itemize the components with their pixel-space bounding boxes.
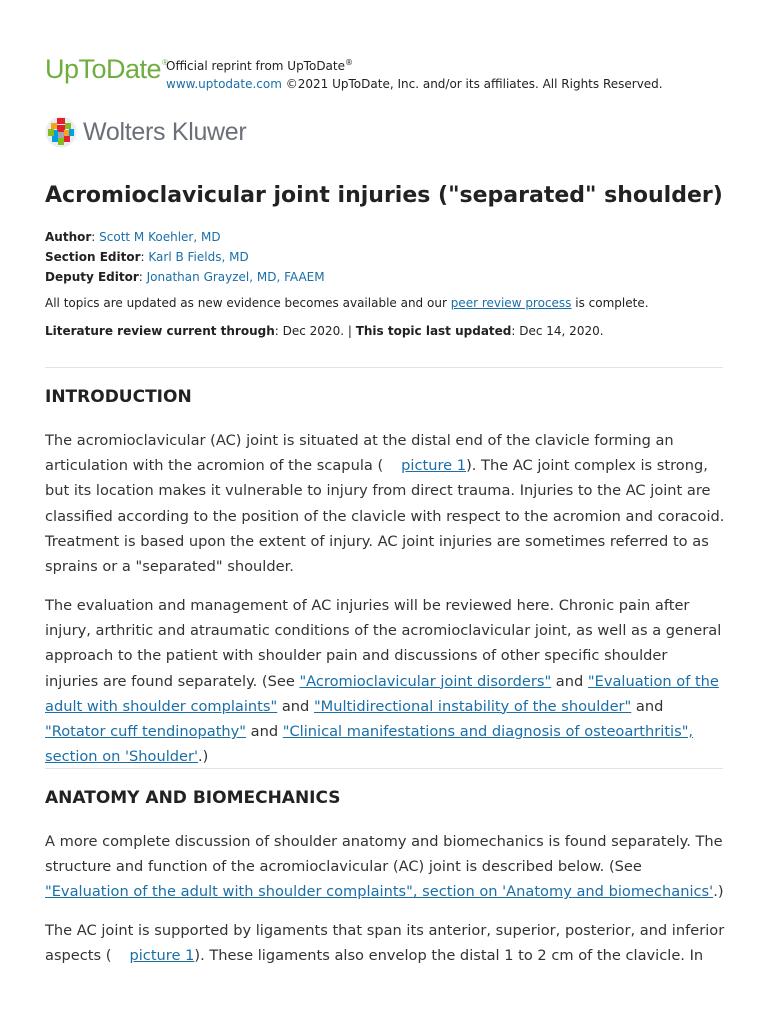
update-note-text: All topics are updated as new evidence becomes available and our [45, 296, 451, 310]
article-credits [45, 227, 325, 287]
intro-p2-and-3: and [631, 697, 664, 715]
section-editor-link[interactable]: Karl B Fields, MD [148, 250, 249, 264]
section-editor-label: Section Editor [45, 250, 141, 264]
review-dates [45, 324, 604, 338]
anatomy-biomechanics-link[interactable]: "Evaluation of the adult with shoulder complaints", section on 'Anatomy and biomechanics' [45, 883, 714, 901]
osteoarthritis-link[interactable]: "Clinical manifestations and diagnosis of osteoarthritis", section on 'Shoulder' [45, 723, 694, 766]
uptodate-logo-text: UpToDate [45, 54, 162, 84]
article-title: Acromioclavicular joint injuries ("separated" shoulder) [45, 183, 723, 208]
author-link[interactable]: Scott M Koehler, MD [99, 230, 221, 244]
anatomy-p1-end: .) [713, 883, 724, 901]
intro-p2-and-2: and [277, 697, 314, 715]
intro-p2-and-1: and [551, 672, 588, 690]
reprint-text: Official reprint from UpToDate [166, 59, 345, 73]
author-line: Author: Scott M Koehler, MD [45, 230, 221, 244]
intro-p2-end: .) [198, 748, 209, 766]
intro-p2-and-4: and [246, 723, 283, 741]
reprint-header [45, 52, 745, 92]
picture-1-link[interactable]: picture 1 [129, 947, 195, 965]
intro-p1-text-cont: ). The AC joint complex is strong, but its location makes it vulnerable to injury from direct trauma. Injuries to the AC joint are classified according to the position of the clavicle with respect to the acromion and coracoid. Treatment is based upon the extent of injury. AC joint injuries are sometimes referred to as sprains or a "separated" shoulder. [45, 457, 725, 576]
shoulder-complaints-link[interactable]: "Evaluation of the adult with shoulder complaints" [45, 672, 719, 715]
author-label: Author [45, 230, 92, 244]
anatomy-paragraph-2 [45, 918, 725, 968]
anatomy-p2-text: The AC joint is supported by ligaments that span its anterior, superior, posterior, and inferior aspects ( [45, 922, 725, 965]
deputy-editor-link[interactable]: Jonathan Grayzel, MD, FAAEM [146, 270, 325, 284]
last-updated-value: : Dec 14, 2020. [511, 324, 604, 338]
uptodate-site-link[interactable]: www.uptodate.com [166, 77, 282, 91]
update-note-end: is complete. [571, 296, 649, 310]
rotator-cuff-link[interactable]: "Rotator cuff tendinopathy" [45, 723, 247, 741]
picture-1-link[interactable]: picture 1 [401, 457, 467, 475]
introduction-heading: INTRODUCTION [45, 387, 192, 407]
anatomy-heading: ANATOMY AND BIOMECHANICS [45, 788, 341, 808]
ac-joint-disorders-link[interactable]: "Acromioclavicular joint disorders" [299, 672, 552, 690]
lit-review-label: Literature review current through [45, 324, 275, 338]
reprint-notice [166, 54, 663, 93]
peer-review-link[interactable]: peer review process [450, 296, 572, 310]
section-divider [45, 367, 723, 368]
intro-p1-text: The acromioclavicular (AC) joint is situated at the distal end of the clavicle forming an articulation with the acromion of the scapula ( [45, 432, 674, 475]
wolters-kluwer-mark-icon [45, 116, 77, 148]
anatomy-paragraph-1 [45, 829, 725, 905]
lit-review-value: : Dec 2020. | [274, 324, 356, 338]
intro-p2-text: The evaluation and management of AC injuries will be reviewed here. Chronic pain after injury, arthritic and atraumatic conditions of the acromioclavicular joint, as well as a general approach to the patient with shoulder pain and discussions of other specific shoulder injuries are found separately. (See [45, 597, 722, 690]
wolters-kluwer-wordmark: Wolters Kluwer [83, 118, 247, 146]
deputy-editor-label: Deputy Editor [45, 270, 139, 284]
uptodate-logo-mark: ® [162, 58, 168, 67]
uptodate-logo[interactable] [45, 54, 167, 85]
anatomy-p1-text: A more complete discussion of shoulder anatomy and biomechanics is found separately. The structure and function of the acromioclavicular (AC) joint is described below. (See [45, 833, 723, 876]
copyright-text: ©2021 UpToDate, Inc. and/or its affiliates. All Rights Reserved. [285, 77, 663, 91]
anatomy-p2-text-cont: ). These ligaments also envelop the distal 1 to 2 cm of the clavicle. In [194, 947, 704, 965]
introduction-paragraph-2 [45, 593, 725, 769]
deputy-editor-line: Deputy Editor: Jonathan Grayzel, MD, FAAEM [45, 270, 325, 284]
multidirectional-instability-link[interactable]: "Multidirectional instability of the shoulder" [313, 697, 632, 715]
section-divider [45, 768, 723, 769]
update-note [45, 296, 649, 310]
reprint-mark: ® [345, 58, 353, 67]
section-editor-line: Section Editor: Karl B Fields, MD [45, 250, 249, 264]
last-updated-label: This topic last updated [355, 324, 512, 338]
introduction-paragraph-1 [45, 428, 725, 579]
